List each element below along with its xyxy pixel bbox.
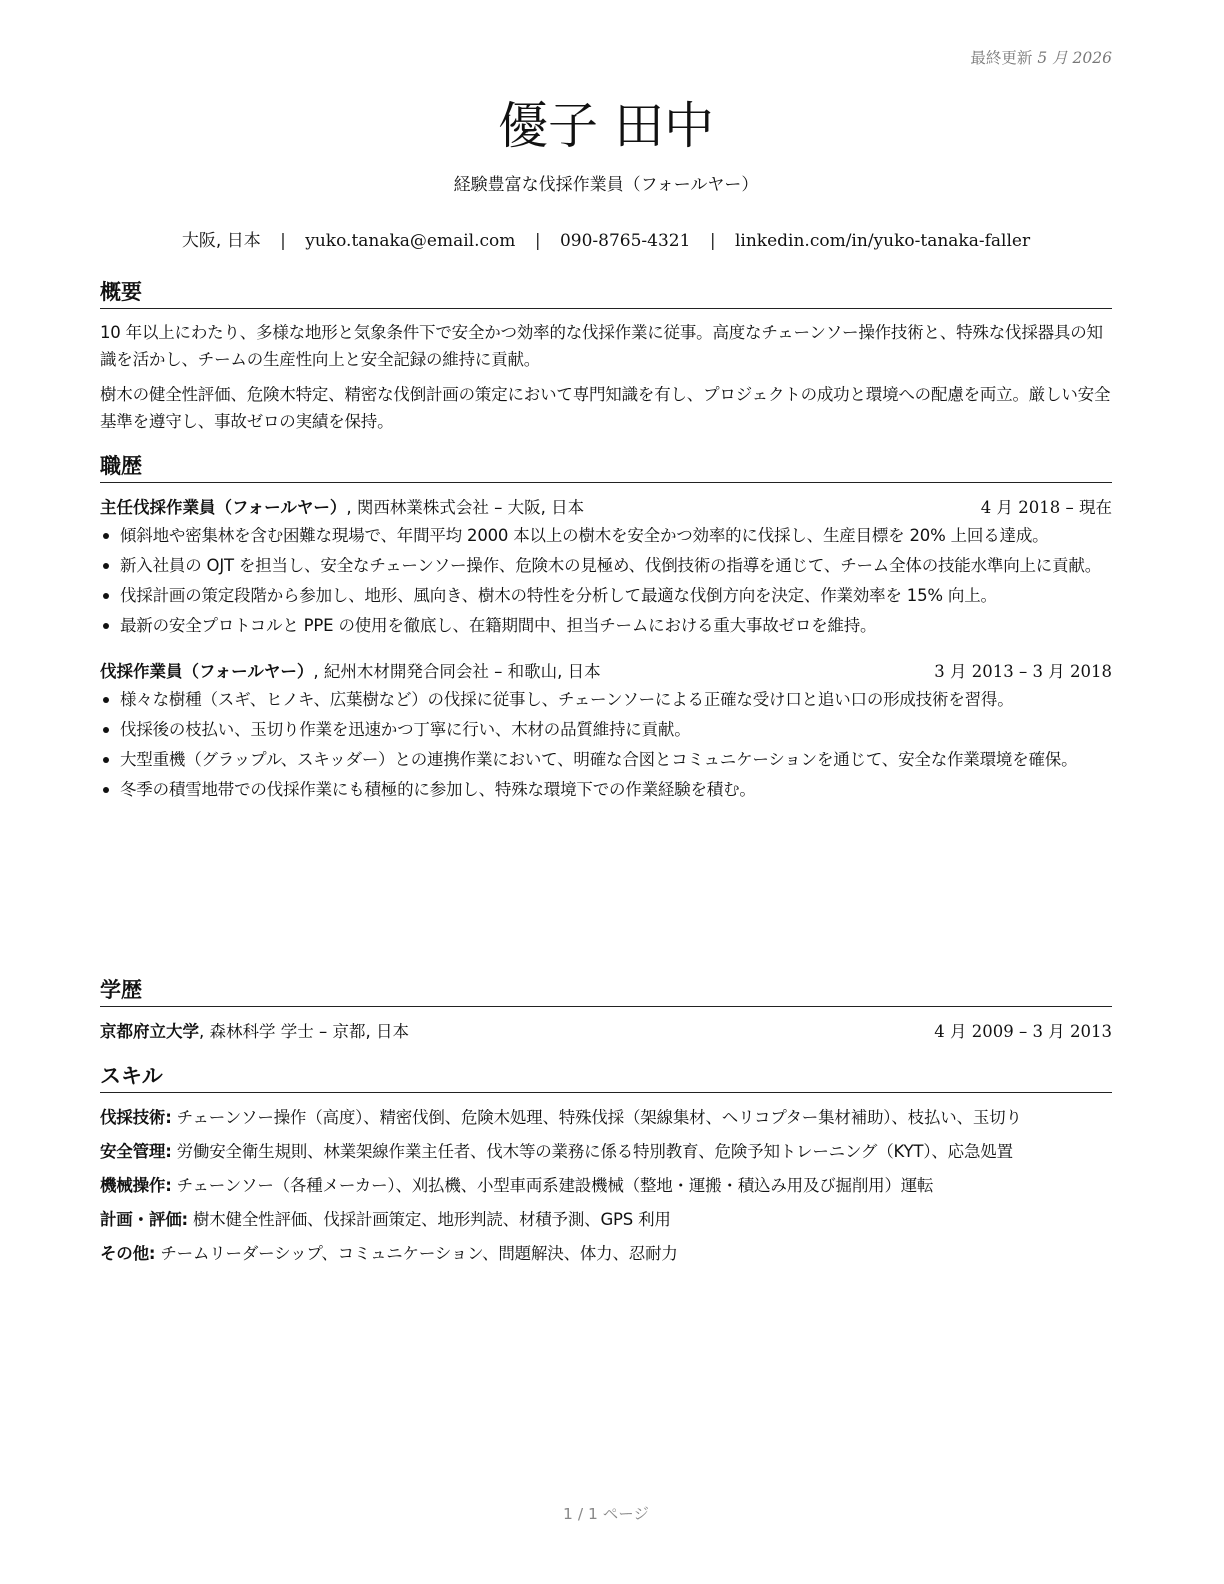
skill-label: 機械操作: [100, 1176, 172, 1195]
skill-item [100, 1241, 1112, 1267]
candidate-name: 優子 田中 [498, 97, 714, 155]
list-item: 最新の安全プロトコルと PPE の使用を徹底し、在籍期間中、担当チームにおける重大事故ゼロを維持。 [100, 613, 1112, 639]
skill-item [100, 1139, 1112, 1165]
contact-phone[interactable]: 090-8765-4321 [559, 231, 691, 251]
skill-value: 労働安全衛生規則、林業架線作業主任者、伐木等の業務に係る特別教育、危険予知トレーニング（KYT）、応急処置 [171, 1142, 1013, 1161]
education-section [100, 976, 1112, 1045]
skill-item [100, 1105, 1112, 1131]
list-item: 伐採計画の策定段階から参加し、地形、風向き、樹木の特性を分析して最適な伐倒方向を決定、作業効率を 15% 向上。 [100, 583, 1112, 609]
education-dates: 4 月 2009 – 3 月 2013 [934, 1022, 1112, 1041]
skill-item [100, 1207, 1112, 1233]
contact-location: 大阪, 日本 [181, 231, 261, 251]
job-header [100, 495, 1112, 521]
summary-paragraph: 樹木の健全性評価、危険木特定、精密な伐倒計画の策定において専門知識を有し、プロジェクトの成功と環境への配慮を両立。厳しい安全基準を遵守し、事故ゼロの実績を保持。 [100, 385, 1111, 431]
list-item: 傾斜地や密集林を含む困難な現場で、年間平均 2000 本以上の樹木を安全かつ効率的に伐採し、生産目標を 20% 上回る達成。 [100, 523, 1112, 549]
contact-separator: | [534, 231, 541, 251]
resume-page [100, 0, 1112, 1584]
list-item: 様々な樹種（スギ、ヒノキ、広葉樹など）の伐採に従事し、チェーンソーによる正確な受け口と追い口の形成技術を習得。 [100, 687, 1112, 713]
job-dates: 4 月 2018 – 現在 [980, 498, 1112, 517]
job-entry [100, 495, 1112, 639]
last-updated [970, 46, 1112, 68]
contact-separator: | [280, 231, 286, 251]
job-company: , 紀州木材開発合同会社 – 和歌山, 日本 [313, 662, 601, 681]
job-role: 主任伐採作業員（フォールヤー） [100, 498, 347, 517]
last-updated-label: 最終更新 [970, 49, 1033, 67]
experience-title: 職歴 [100, 452, 1112, 483]
last-updated-date: 5 月 2026 [1037, 49, 1112, 67]
job-bullets [100, 687, 1112, 803]
skill-item [100, 1173, 1112, 1199]
summary-paragraph: 10 年以上にわたり、多様な地形と気象条件下で安全かつ効率的な伐採作業に従事。高度なチェーンソー操作技術と、特殊な伐採器具の知識を活かし、チームの生産性向上と安全記録の維持に貢献。 [100, 323, 1103, 369]
contact-linkedin[interactable]: linkedin.com/in/yuko-tanaka-faller [734, 231, 1031, 251]
experience-section [100, 452, 1112, 807]
job-dates: 3 月 2013 – 3 月 2018 [934, 662, 1112, 681]
list-item: 冬季の積雪地帯での伐採作業にも積極的に参加し、特殊な環境下での作業経験を積む。 [100, 777, 1112, 803]
education-school: 京都府立大学 [100, 1022, 199, 1041]
skills-section [100, 1062, 1112, 1267]
skill-value: チェーンソー（各種メーカー）、刈払機、小型車両系建設機械（整地・運搬・積込み用及び掘削用）運転 [171, 1176, 934, 1195]
job-entry [100, 659, 1112, 803]
skills-title: スキル [100, 1062, 1112, 1093]
job-company: , 関西林業株式会社 – 大阪, 日本 [346, 498, 585, 517]
skill-label: 安全管理: [100, 1142, 172, 1161]
job-header [100, 659, 1112, 685]
skill-value: チームリーダーシップ、コミュニケーション、問題解決、体力、忍耐力 [155, 1244, 678, 1263]
skill-label: 計画・評価: [100, 1210, 188, 1229]
summary-title: 概要 [100, 278, 1112, 309]
education-detail: , 森林科学 学士 – 京都, 日本 [199, 1022, 409, 1041]
summary-section [100, 278, 1112, 435]
contact-email[interactable]: yuko.tanaka@email.com [305, 231, 516, 251]
list-item: 大型重機（グラップル、スキッダー）との連携作業において、明確な合図とコミュニケーションを通じて、安全な作業環境を確保。 [100, 747, 1112, 773]
education-title: 学歴 [100, 976, 1112, 1007]
contact-line [100, 226, 1112, 251]
job-role: 伐採作業員（フォールヤー） [100, 662, 314, 681]
list-item: 伐採後の枝払い、玉切り作業を迅速かつ丁寧に行い、木材の品質維持に貢献。 [100, 717, 1112, 743]
skill-value: 樹木健全性評価、伐採計画策定、地形判読、材積予測、GPS 利用 [187, 1210, 671, 1229]
skill-value: チェーンソー操作（高度）、精密伐倒、危険木処理、特殊伐採（架線集材、ヘリコプター集材補助）、枝払い、玉切り [171, 1108, 1022, 1127]
skill-label: 伐採技術: [100, 1108, 172, 1127]
list-item: 新入社員の OJT を担当し、安全なチェーンソー操作、危険木の見極め、伐倒技術の指導を通じて、チーム全体の技能水準向上に貢献。 [100, 553, 1112, 579]
page-number: 1 / 1 ページ [563, 1505, 649, 1523]
education-entry [100, 1019, 1112, 1045]
candidate-tagline: 経験豊富な伐採作業員（フォールヤー） [453, 175, 759, 195]
contact-separator: | [709, 231, 716, 251]
skill-label: その他: [100, 1244, 156, 1263]
job-bullets [100, 523, 1112, 639]
